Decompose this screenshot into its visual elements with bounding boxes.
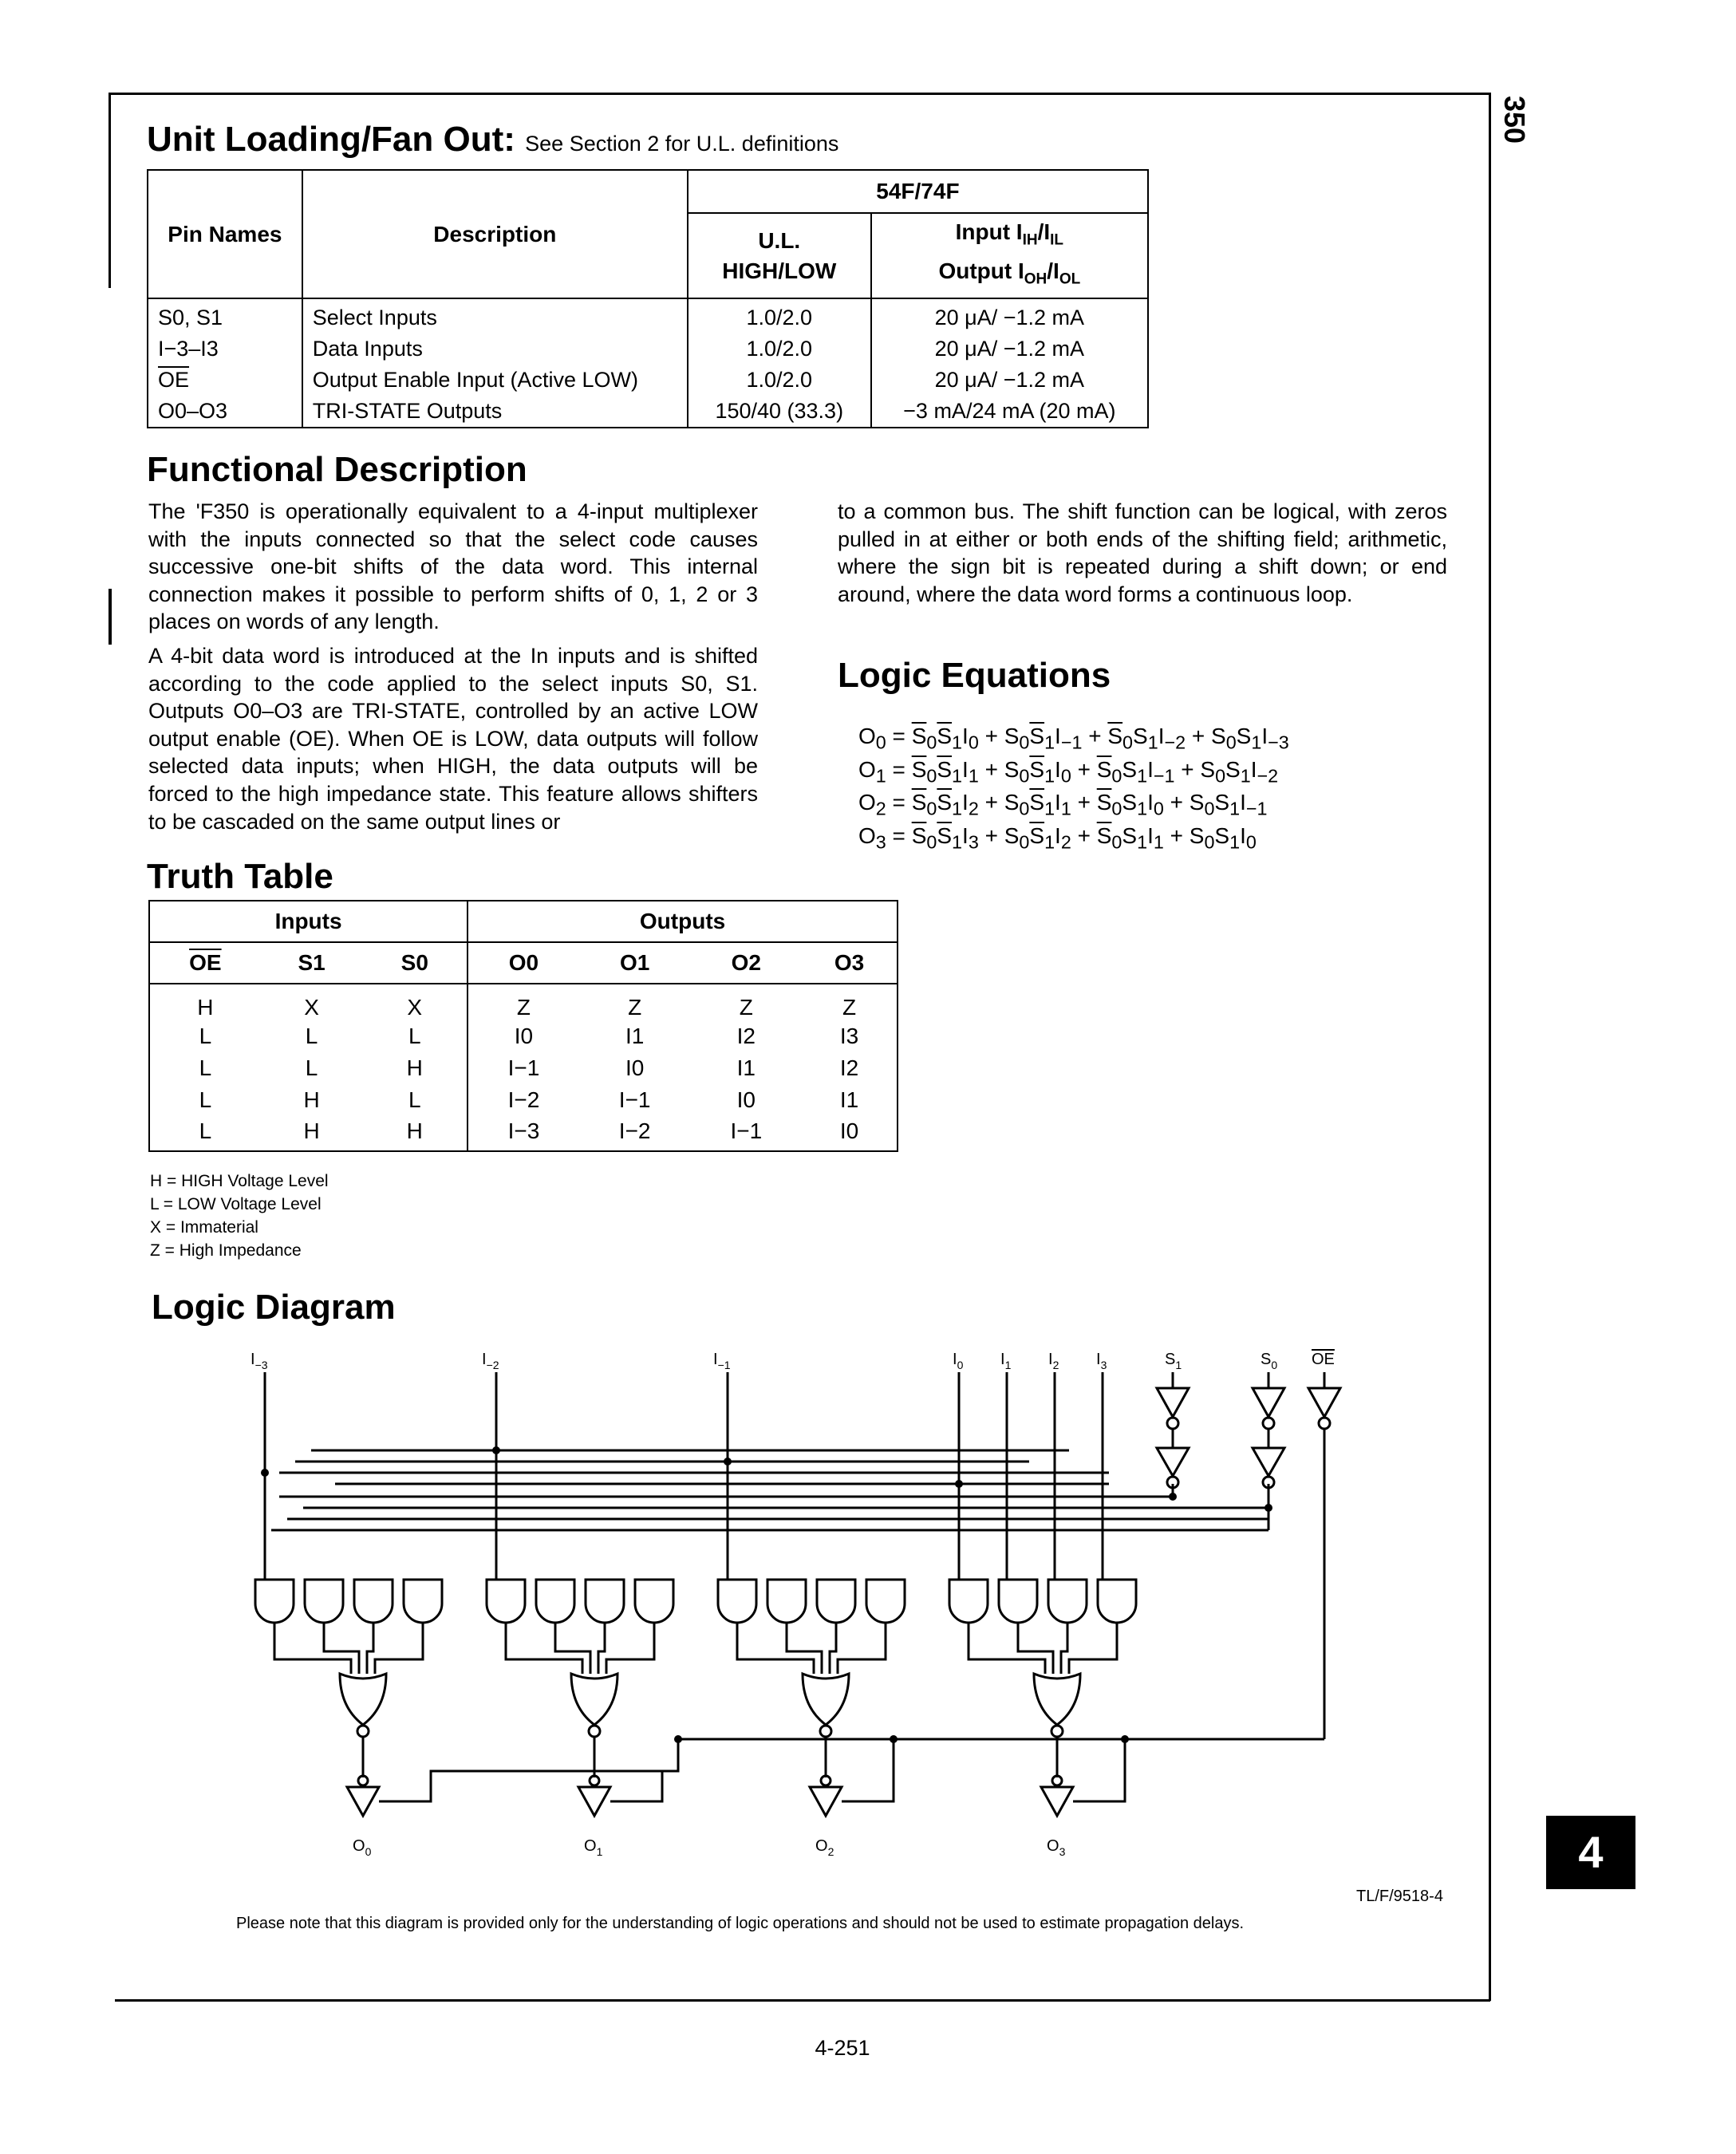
group-inputs: Inputs [149, 901, 468, 942]
page-frame-right [1489, 93, 1491, 2001]
table-row: I−3–I3 Data Inputs 1.0/2.0 20 μA/ −1.2 mA [148, 333, 1148, 365]
svg-text:I−3: $I_{-3}$ [251, 1351, 268, 1371]
functional-description-right [838, 498, 1447, 614]
group-outputs: Outputs [468, 901, 898, 942]
paragraph: The 'F350 is operationally equivalent to a 4-input multiplexer with the inputs connected so that the select code causes successive one-bit shifts of the data word. This internal connection makes it possible to perform shifts of 0, 1, 2 or 3 places on words of any length. [148, 499, 758, 634]
table-row: $\overline{OE}$ Output Enable Input (Active LOW) 1.0/2.0 20 μA/ −1.2 mA [148, 365, 1148, 396]
equation-o2: $O_2 = \overline{S}_0\overline{S}_1I_2 + S_0\overline{S}_1I_1 + \overline{S}_0S_1I_0 + S_0S_1I_{-1}$ [858, 790, 1268, 819]
unit-loading-heading: Unit Loading/Fan Out: See Section 2 for U.L. definitions [147, 120, 839, 159]
change-bar [108, 589, 112, 645]
functional-description-heading: Functional Description [147, 450, 527, 489]
svg-text:I0: $I_0$ [953, 1351, 964, 1371]
table-row: S0, S1 Select Inputs 1.0/2.0 20 μA/ −1.2 mA [148, 298, 1148, 333]
truth-table-heading: Truth Table [147, 857, 333, 896]
side-part-number: 350 [1498, 96, 1531, 144]
col-pin-names: Pin Names [148, 170, 302, 298]
table-row: H X X Z Z Z Z [149, 984, 898, 1020]
svg-text:I1: $I_1$ [1000, 1351, 1012, 1371]
svg-text:S1: $S_1$ [1165, 1351, 1182, 1371]
svg-text:S0: $S_0$ [1261, 1351, 1278, 1371]
svg-text:O3: $O_3$ [1047, 1837, 1066, 1858]
logic-diagram-heading: Logic Diagram [152, 1288, 396, 1327]
col-input-output: Input $I_{IH}/I_{IL}$ Output $I_{OH}/I_{OL}$ [871, 213, 1148, 298]
figure-code: TL/F/9518-4 [1356, 1888, 1443, 1905]
logic-equations-heading: Logic Equations [838, 656, 1111, 695]
table-row: L H H I−3 I−2 I−1 I0 [149, 1116, 898, 1151]
page-frame-left [108, 93, 111, 288]
logic-diagram [231, 1340, 1364, 1867]
page-frame-bottom [115, 1999, 1490, 2002]
logic-equations [858, 723, 1465, 855]
page-frame-top [108, 93, 1490, 95]
truth-table-legend: H = HIGH Voltage Level L = LOW Voltage Level X = Immaterial Z = High Impedance [150, 1172, 329, 1260]
paragraph: to a common bus. The shift function can be logical, with zeros pulled in at either or both ends of the shifting field; arithmetic, where the sign bit is repeated during a shift down; or end around, where the data word forms a continuous loop. [838, 499, 1447, 606]
svg-text:I2: $I_2$ [1048, 1351, 1059, 1371]
truth-table [148, 900, 898, 1152]
svg-text:O2: $O_2$ [815, 1837, 834, 1858]
page-number: 4-251 [815, 2036, 870, 2060]
diagram-note: Please note that this diagram is provided only for the understanding of logic operations and should not be used to estimate propagation delays. [236, 1915, 1245, 1932]
unit-loading-table [147, 169, 1149, 428]
table-row: L L L I0 I1 I2 I3 [149, 1020, 898, 1052]
equation-o1: $O_1 = \overline{S}_0\overline{S}_1I_1 + S_0\overline{S}_1I_0 + \overline{S}_0S_1I_{-1} + S_0S_1I_{-2}$ [858, 756, 1279, 787]
svg-text:O1: $O_1$ [584, 1837, 603, 1858]
equation-o3: $O_3 = \overline{S}_0\overline{S}_1I_3 + S_0\overline{S}_1I_2 + \overline{S}_0S_1I_1 + S_0S_1I_0$ [858, 823, 1257, 853]
table-row: L H L I−2 I−1 I0 I1 [149, 1084, 898, 1116]
paragraph: A 4-bit data word is introduced at the In inputs and is shifted according to the code applied to the select inputs S0, S1. Outputs O0–O3 are TRI-STATE, controlled by an active LOW output enable (OE). When OE is LOW, data outputs will follow selected data inputs; when HIGH, the data outputs will be forced to the high impedance state. This feature allows shifters to be cascaded on the same output lines or [148, 643, 758, 834]
col-description: Description [302, 170, 688, 298]
header-row: $\overline{OE}$ S1 S0 O0 O1 O2 O3 [149, 942, 898, 984]
svg-text:I−2: $I_{-2}$ [482, 1351, 499, 1371]
equation-o0: $O_0 = \overline{S}_0\overline{S}_1I_0 + S_0\overline{S}_1I_{-1} + \overline{S}_0S_1I_{-2} + S_0S_1I_{-3}$ [858, 724, 1289, 753]
col-ul: U.L. HIGH/LOW [688, 213, 871, 298]
svg-text:OE: OE [1312, 1351, 1335, 1368]
table-row: O0–O3 TRI-STATE Outputs 150/40 (33.3) −3 mA/24 mA (20 mA) [148, 396, 1148, 428]
table-row: L L H I−1 I0 I1 I2 [149, 1052, 898, 1084]
svg-text:I3: $I_3$ [1096, 1351, 1107, 1371]
svg-text:O0: $O_0$ [353, 1837, 372, 1858]
svg-text:I−1: $I_{-1}$ [713, 1351, 731, 1371]
col-family: 54F/74F [688, 170, 1148, 213]
functional-description-left [148, 498, 758, 842]
section-tab: 4 [1546, 1816, 1635, 1889]
